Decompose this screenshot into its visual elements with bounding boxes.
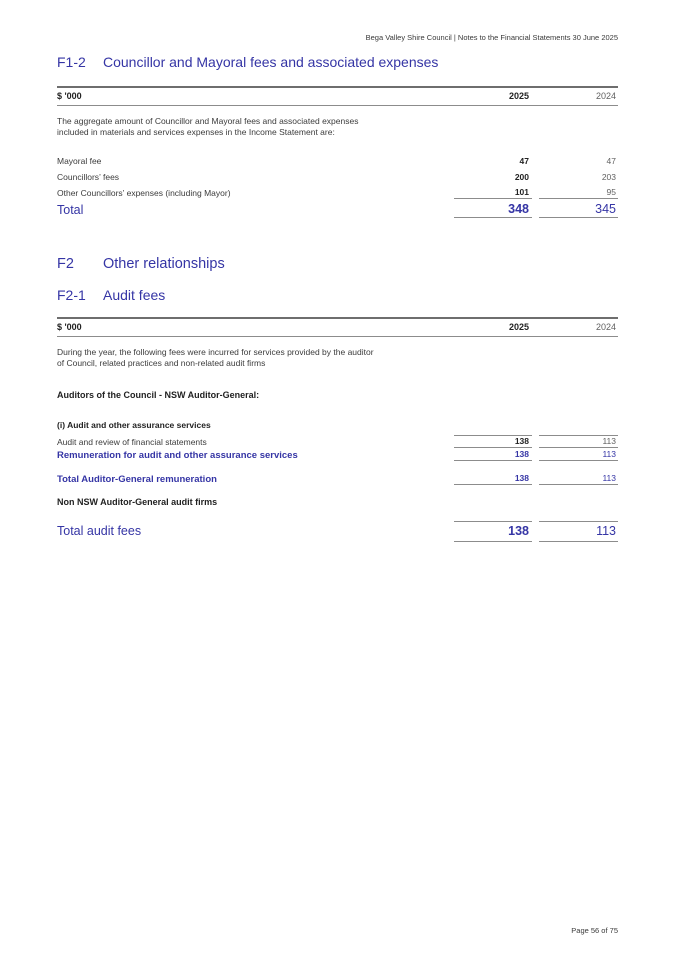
table-row (57, 183, 618, 199)
column-header-2025: 2025 (508, 91, 529, 101)
subtotal-row (57, 470, 618, 485)
column-header-2025: 2025 (508, 322, 529, 332)
row-label: Total Auditor-General remuneration (57, 474, 217, 485)
row-label: Other Councillors’ expenses (including Mayor) (57, 188, 231, 198)
intro-paragraph (57, 347, 618, 368)
intro-line: The aggregate amount of Councillor and Mayoral fees and associated expenses (57, 116, 359, 126)
intro-paragraph (57, 116, 618, 137)
total-row (57, 199, 618, 218)
row-label: Mayoral fee (57, 156, 102, 166)
value-2024: 47 (606, 156, 616, 166)
value-2025: 138 (454, 448, 532, 461)
total-label: Total audit fees (57, 524, 142, 538)
unit-label: $ '000 (57, 322, 82, 332)
page-number: Page 56 of 75 (571, 926, 618, 935)
intro-line: included in materials and services expenses in the Income Statement are: (57, 126, 335, 137)
intro-line: During the year, the following fees were incurred for services provided by the auditor (57, 347, 374, 357)
total-value-2024: 113 (539, 521, 618, 542)
total-value-2025: 348 (454, 199, 532, 218)
row-label: Councillors’ fees (57, 172, 120, 182)
table-header-row (57, 317, 618, 337)
total-value-2024: 345 (539, 199, 618, 218)
total-value-2025: 138 (454, 521, 532, 542)
intro-line: of Council, related practices and non-related audit firms (57, 357, 266, 368)
group-heading: Auditors of the Council - NSW Auditor-General: (57, 390, 260, 400)
section-number: F2-1 (57, 287, 86, 303)
value-2024: 203 (601, 172, 616, 182)
table-header-row (57, 86, 618, 106)
value-2024: 113 (539, 470, 618, 485)
value-2025: 138 (454, 470, 532, 485)
subtotal-row (57, 448, 618, 461)
section-title: Audit fees (103, 287, 166, 303)
section-title: Councillor and Mayoral fees and associated expenses (103, 54, 439, 70)
value-2025: 47 (519, 156, 529, 166)
section-heading-f1-2 (57, 54, 618, 70)
table-row (57, 435, 618, 448)
value-2025: 101 (454, 183, 532, 199)
column-header-2024: 2024 (595, 91, 616, 101)
table-body (57, 151, 618, 218)
unit-label: $ '000 (57, 91, 82, 101)
section-title: Other relationships (103, 256, 225, 272)
column-header-2024: 2024 (595, 322, 616, 332)
subgroup-heading: (i) Audit and other assurance services (57, 420, 211, 430)
group-heading: Non NSW Auditor-General audit firms (57, 497, 218, 507)
value-2024: 95 (539, 183, 618, 199)
section-number: F2 (57, 256, 74, 272)
row-label: Remuneration for audit and other assurance services (57, 450, 298, 461)
value-2025: 138 (454, 435, 532, 448)
total-label: Total (57, 203, 84, 217)
table-row (57, 167, 618, 183)
total-row (57, 521, 618, 542)
section-heading-f2-1 (57, 287, 618, 303)
value-2024: 113 (539, 435, 618, 448)
table-row (57, 151, 618, 167)
page-header: Bega Valley Shire Council | Notes to the Financial Statements 30 June 2025 (365, 33, 618, 42)
value-2025: 200 (514, 172, 529, 182)
section-number: F1-2 (57, 54, 86, 70)
value-2024: 113 (539, 448, 618, 461)
section-heading-f2 (57, 256, 618, 273)
row-label: Audit and review of financial statements (57, 437, 207, 447)
